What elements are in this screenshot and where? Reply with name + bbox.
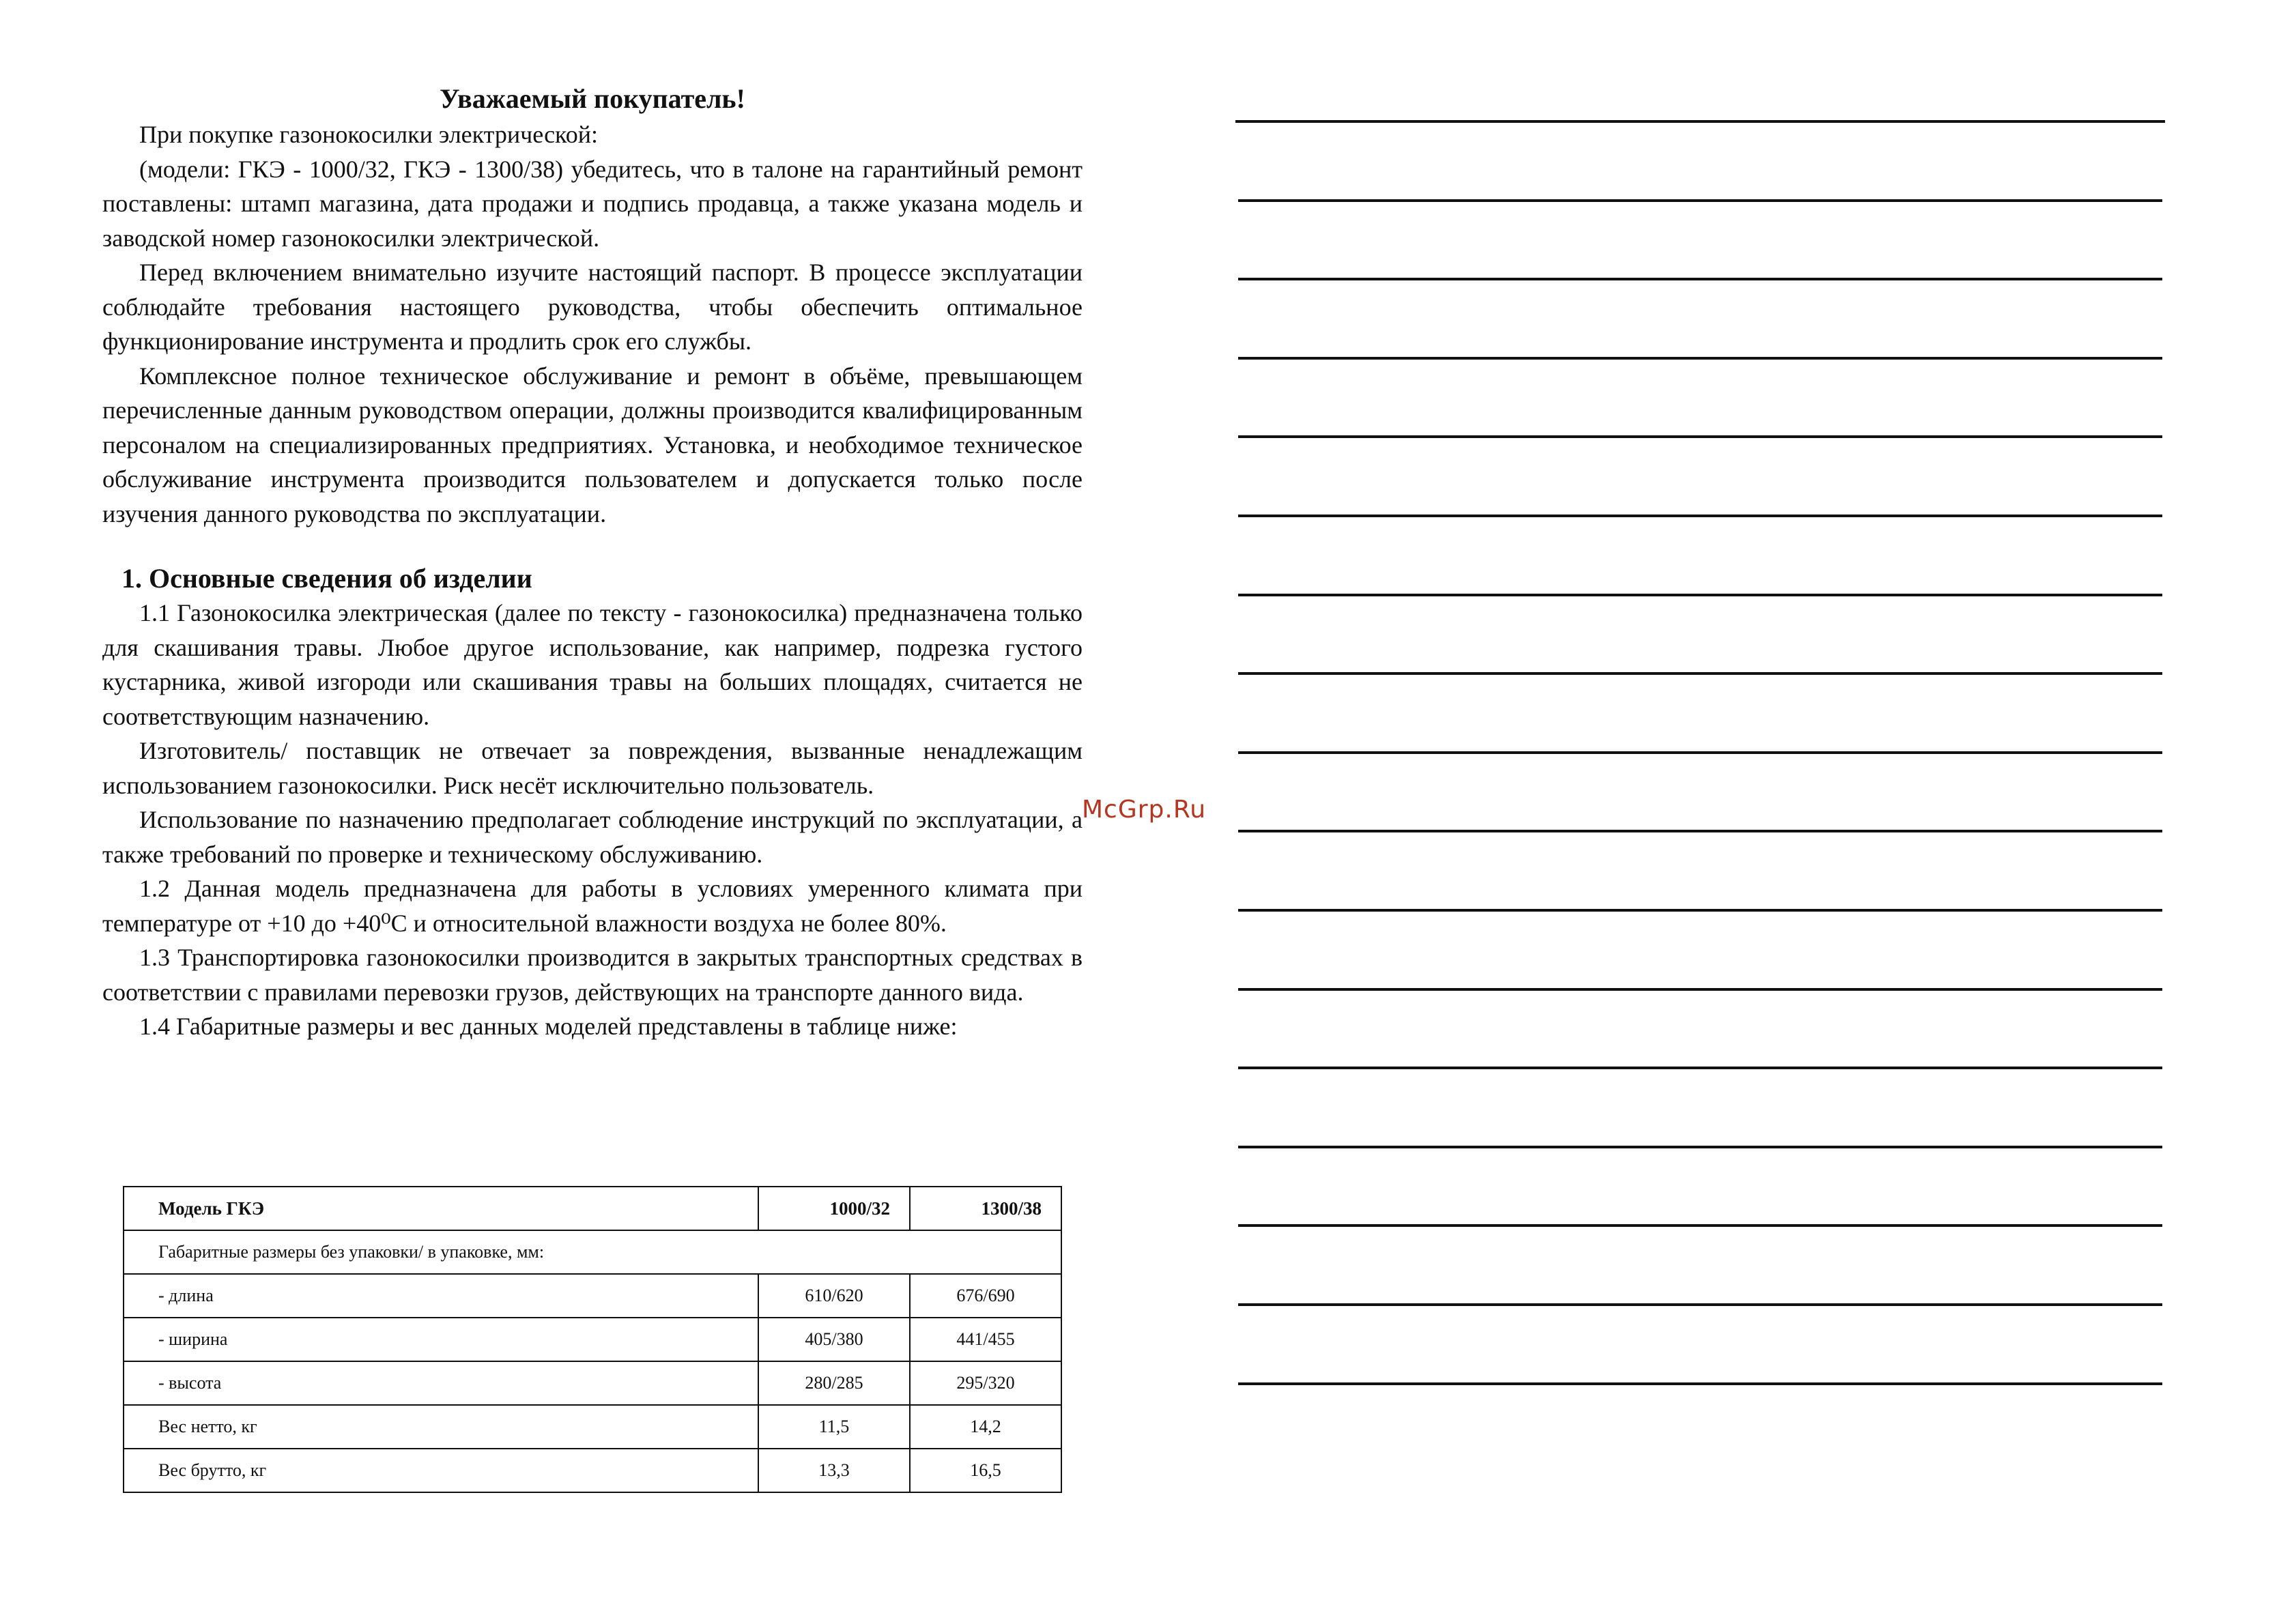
ruled-line: [1238, 1224, 2162, 1227]
row-label: Вес нетто, кг: [124, 1405, 758, 1449]
value-cell: 11,5: [758, 1405, 910, 1449]
header-cell: 1000/32: [758, 1187, 910, 1230]
ruled-line: [1238, 357, 2162, 360]
value-cell: 16,5: [910, 1449, 1061, 1492]
section-paragraph: 1.4 Габаритные размеры и вес данных моделей представлены в таблице ниже:: [139, 1013, 958, 1040]
ruled-line: [1238, 514, 2162, 517]
value-cell: 405/380: [758, 1318, 910, 1361]
ruled-line: [1238, 909, 2162, 912]
intro-paragraph: Комплексное полное техническое обслуживание и ремонт в объёме, превышающем перечисленные данным руководством операции, должны производится квалифицированным персоналом на специализированных предприятиях. Установка, и необходимое техническое обслуживание инструмента производится пользователем и допускается только после изучения данного руководства по эксплуатации.: [102, 362, 1083, 527]
table-header-row: [124, 1187, 1061, 1230]
value-cell: 441/455: [910, 1318, 1061, 1361]
table-span-row: [124, 1230, 1061, 1274]
ruled-line: [1238, 435, 2162, 438]
left-page: [102, 81, 1083, 1044]
section-paragraph: 1.3 Транспортировка газонокосилки производится в закрытых транспортных средствах в соответствии с правилами перевозки грузов, действующих на транспорте данного вида.: [102, 944, 1083, 1006]
value-cell: 610/620: [758, 1274, 910, 1318]
ruled-line: [1238, 988, 2162, 991]
dimensions-table: [123, 1186, 1062, 1493]
ruled-line: [1238, 1067, 2162, 1069]
table-row: [124, 1274, 1061, 1318]
row-label: - высота: [124, 1361, 758, 1405]
intro-paragraph: (модели: ГКЭ - 1000/32, ГКЭ - 1300/38) убедитесь, что в талоне на гарантийный ремонт поставлены: штамп магазина, дата продажи и подпись продавца, а также указана модель и заводской номер газонокосилки электрической.: [102, 155, 1083, 252]
section-heading: 1. Основные сведения об изделии: [121, 563, 532, 594]
span-cell: Габаритные размеры без упаковки/ в упаковке, мм:: [124, 1230, 1061, 1274]
value-cell: 280/285: [758, 1361, 910, 1405]
section-paragraph: Использование по назначению предполагает соблюдение инструкций по эксплуатации, а также требований по проверке и техническому обслуживанию.: [102, 806, 1083, 868]
right-page-notes: [1235, 0, 2164, 1624]
section-paragraph: 1.1 Газонокосилка электрическая (далее по тексту - газонокосилка) предназначена только для скашивания травы. Любое другое использование, как например, подрезка густого кустарника, живой изгороди или скашивания травы на больших площадях, считается не соответствующим назначению.: [102, 599, 1083, 730]
table-row: [124, 1405, 1061, 1449]
table-row: [124, 1361, 1061, 1405]
ruled-line: [1238, 751, 2162, 754]
ruled-line: [1238, 1303, 2162, 1306]
header-cell: 1300/38: [910, 1187, 1061, 1230]
ruled-line: [1238, 594, 2162, 596]
watermark-link[interactable]: McGrp.Ru: [1082, 796, 1207, 824]
row-label: - длина: [124, 1274, 758, 1318]
ruled-line: [1235, 120, 2165, 123]
ruled-line: [1238, 278, 2162, 280]
page-title: Уважаемый покупатель!: [440, 83, 745, 114]
section-paragraph: 1.2 Данная модель предназначена для работы в условиях умеренного климата при температуре от +10 до +40⁰С и относительной влажности воздуха не более 80%.: [102, 875, 1083, 937]
value-cell: 14,2: [910, 1405, 1061, 1449]
header-cell: Модель ГКЭ: [124, 1187, 758, 1230]
intro-paragraph: Перед включением внимательно изучите настоящий паспорт. В процессе эксплуатации соблюдайте требования настоящего руководства, чтобы обеспечить оптимальное функционирование инструмента и продлить срок его службы.: [102, 259, 1083, 355]
value-cell: 295/320: [910, 1361, 1061, 1405]
value-cell: 13,3: [758, 1449, 910, 1492]
ruled-line: [1238, 830, 2162, 832]
section-paragraph: Изготовитель/ поставщик не отвечает за повреждения, вызванные ненадлежащим использованием газонокосилки. Риск несёт исключительно пользователь.: [102, 737, 1083, 799]
value-cell: 676/690: [910, 1274, 1061, 1318]
row-label: - ширина: [124, 1318, 758, 1361]
ruled-line: [1238, 672, 2162, 675]
table-row: [124, 1318, 1061, 1361]
table-row: [124, 1449, 1061, 1492]
row-label: Вес брутто, кг: [124, 1449, 758, 1492]
ruled-line: [1238, 1146, 2162, 1148]
ruled-line: [1238, 1382, 2162, 1385]
ruled-line: [1238, 199, 2162, 202]
intro-paragraph: При покупке газонокосилки электрической:: [139, 121, 598, 148]
